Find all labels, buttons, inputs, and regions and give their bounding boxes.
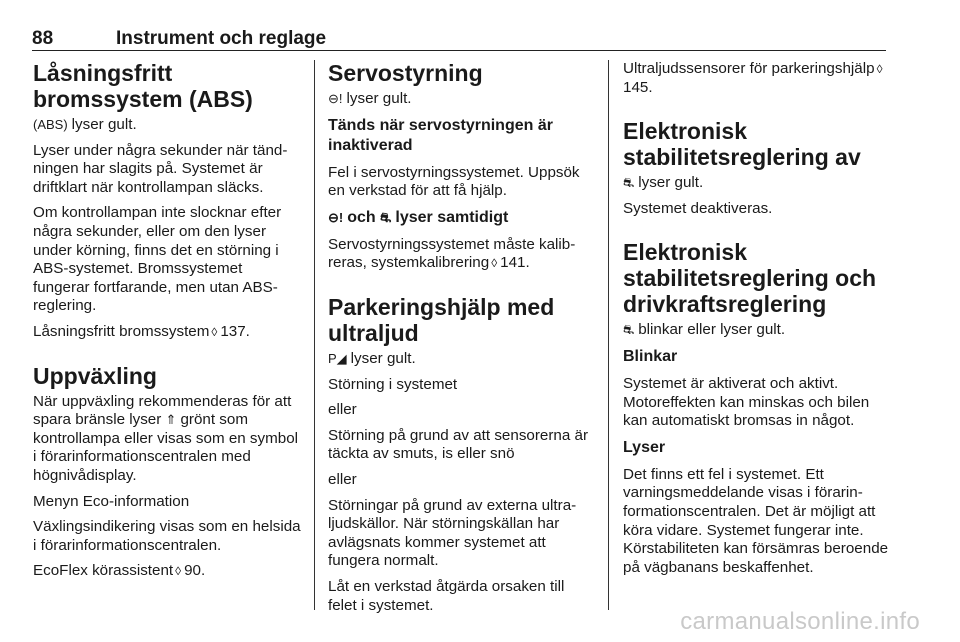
servo-off-paragraph: Fel i servostyrningssystemet. Uppsök en verkstad för att få hjälp. — [328, 163, 580, 200]
servo-status: ⊖! lyser gult. — [328, 90, 412, 107]
esc-status: ⛐ blinkar eller lyser gult. — [623, 321, 786, 339]
heading-blink: Blinkar — [623, 347, 678, 365]
page-link[interactable]: 137. — [220, 322, 250, 340]
abs-status: (ABS) lyser gult. — [33, 116, 137, 133]
column-divider — [608, 60, 609, 610]
servo-warning-icon: ⊖! — [328, 209, 344, 225]
heading-shift: Uppväxling — [33, 362, 157, 389]
heading-servo-both: ⊖! och ⛐ lyser samtidigt — [328, 208, 509, 226]
column-3 — [623, 60, 891, 584]
esc-icon: ⛐ — [623, 322, 635, 338]
blink-paragraph: Systemet är aktiverat och aktivt. Motoreffekten kan minskas och bilen kan automatiskt bromsas in något. — [623, 374, 870, 430]
watermark: carmanualsonline.info — [680, 608, 920, 635]
reference-arrow-icon: ◊ — [175, 564, 182, 579]
heading-servo-off: Tänds när servostyrningen är inaktiverad — [328, 116, 553, 154]
shift-paragraph-1: När uppväxling rekommenderas för att spara bränsle lyser ⇑ grönt som kontrollampa eller visas som en symbol i förarinformationscentralen med högnivådisplay. — [33, 392, 299, 484]
shift-up-icon: ⇑ — [165, 412, 177, 428]
reference-arrow-icon: ◊ — [211, 324, 218, 339]
page-link[interactable]: 141. — [500, 254, 530, 272]
parking-sensor-icon: P◢ — [328, 350, 347, 366]
shift-paragraph-2: Menyn Eco-information — [33, 492, 190, 510]
heading-parking: Parkeringshjälp med ultraljud — [328, 293, 555, 346]
page-link[interactable]: 145. — [623, 78, 653, 96]
abs-paragraph-1: Lyser under några sekunder när tändningen har slagits på. Systemet är driftklart när kontrollampan släcks. — [33, 141, 288, 196]
park-paragraph-1: Störning i systemet — [328, 375, 458, 393]
page-number: 88 — [32, 28, 54, 49]
park-paragraph-5: Störningar på grund av externa ultraljudskällor. När störningskällan har avlägsnats kommer systemet att fungera normalt. — [328, 496, 577, 570]
heading-abs: Låsningsfritt bromssystem (ABS) — [33, 60, 253, 112]
esc-off-icon: ⛐ — [623, 175, 635, 191]
park-status: P◢ lyser gult. — [328, 349, 416, 367]
page-link[interactable]: 90. — [184, 562, 206, 580]
park-paragraph-6: Låt en verkstad åtgärda orsaken till felet i systemet. — [328, 577, 565, 614]
esc-off-status: ⛐ lyser gult. — [623, 174, 704, 192]
heading-servo: Servostyrning — [328, 60, 483, 86]
lit-paragraph: Det finns ett fel i systemet. Ett varningsmeddelande visas i förarinformationscentralen. Det är möjligt att köra vidare. Systemet fungerar inte. Körstabiliteten kan försämras beroende på vägbanans beskaffenhet. — [623, 465, 889, 576]
heading-esc-off: Elektronisk stabilitetsreglering av — [623, 118, 861, 171]
heading-esc: Elektronisk stabilitetsreglering och drivkraftsreglering — [623, 239, 877, 318]
column-2 — [328, 60, 596, 622]
header-rule — [32, 50, 886, 51]
servo-warning-icon: ⊖! — [328, 91, 343, 106]
column-divider — [314, 60, 315, 610]
reference-arrow-icon: ◊ — [491, 256, 498, 271]
abs-warning-icon: (ABS) — [33, 117, 68, 132]
column-1 — [33, 60, 301, 588]
park-paragraph-2: eller — [328, 401, 357, 419]
shift-paragraph-3: Växlingsindikering visas som en helsida i förarinformationscentralen. — [33, 518, 301, 554]
park-paragraph-3: Störning på grund av att sensorerna är täckta av smuts, is eller snö — [328, 426, 589, 463]
chapter-title: Instrument och reglage — [116, 28, 327, 49]
servo-both-paragraph: Servostyrningssystemet måste kalibreras, systemkalibrering ◊ 141. — [328, 235, 576, 272]
park-continued: Ultraljudssensorer för parkeringshjälp ◊145. — [623, 60, 883, 96]
heading-lit: Lyser — [623, 438, 666, 456]
page-header — [32, 28, 886, 50]
park-paragraph-4: eller — [328, 470, 357, 488]
abs-paragraph-2: Om kontrollampan inte slocknar efter några sekunder, eller om den lyser under körning, finns det en störning i ABS-systemet. Bromssystemet fungerar fortfarande, men utan ABS-reglering. — [33, 204, 282, 315]
esc-icon: ⛐ — [380, 209, 392, 225]
reference-arrow-icon: ◊ — [876, 62, 883, 76]
abs-reference: Låsningsfritt bromssystem ◊ 137. — [33, 322, 250, 340]
shift-reference: EcoFlex körassistent ◊ 90. — [33, 562, 206, 580]
esc-off-paragraph: Systemet deaktiveras. — [623, 199, 773, 217]
